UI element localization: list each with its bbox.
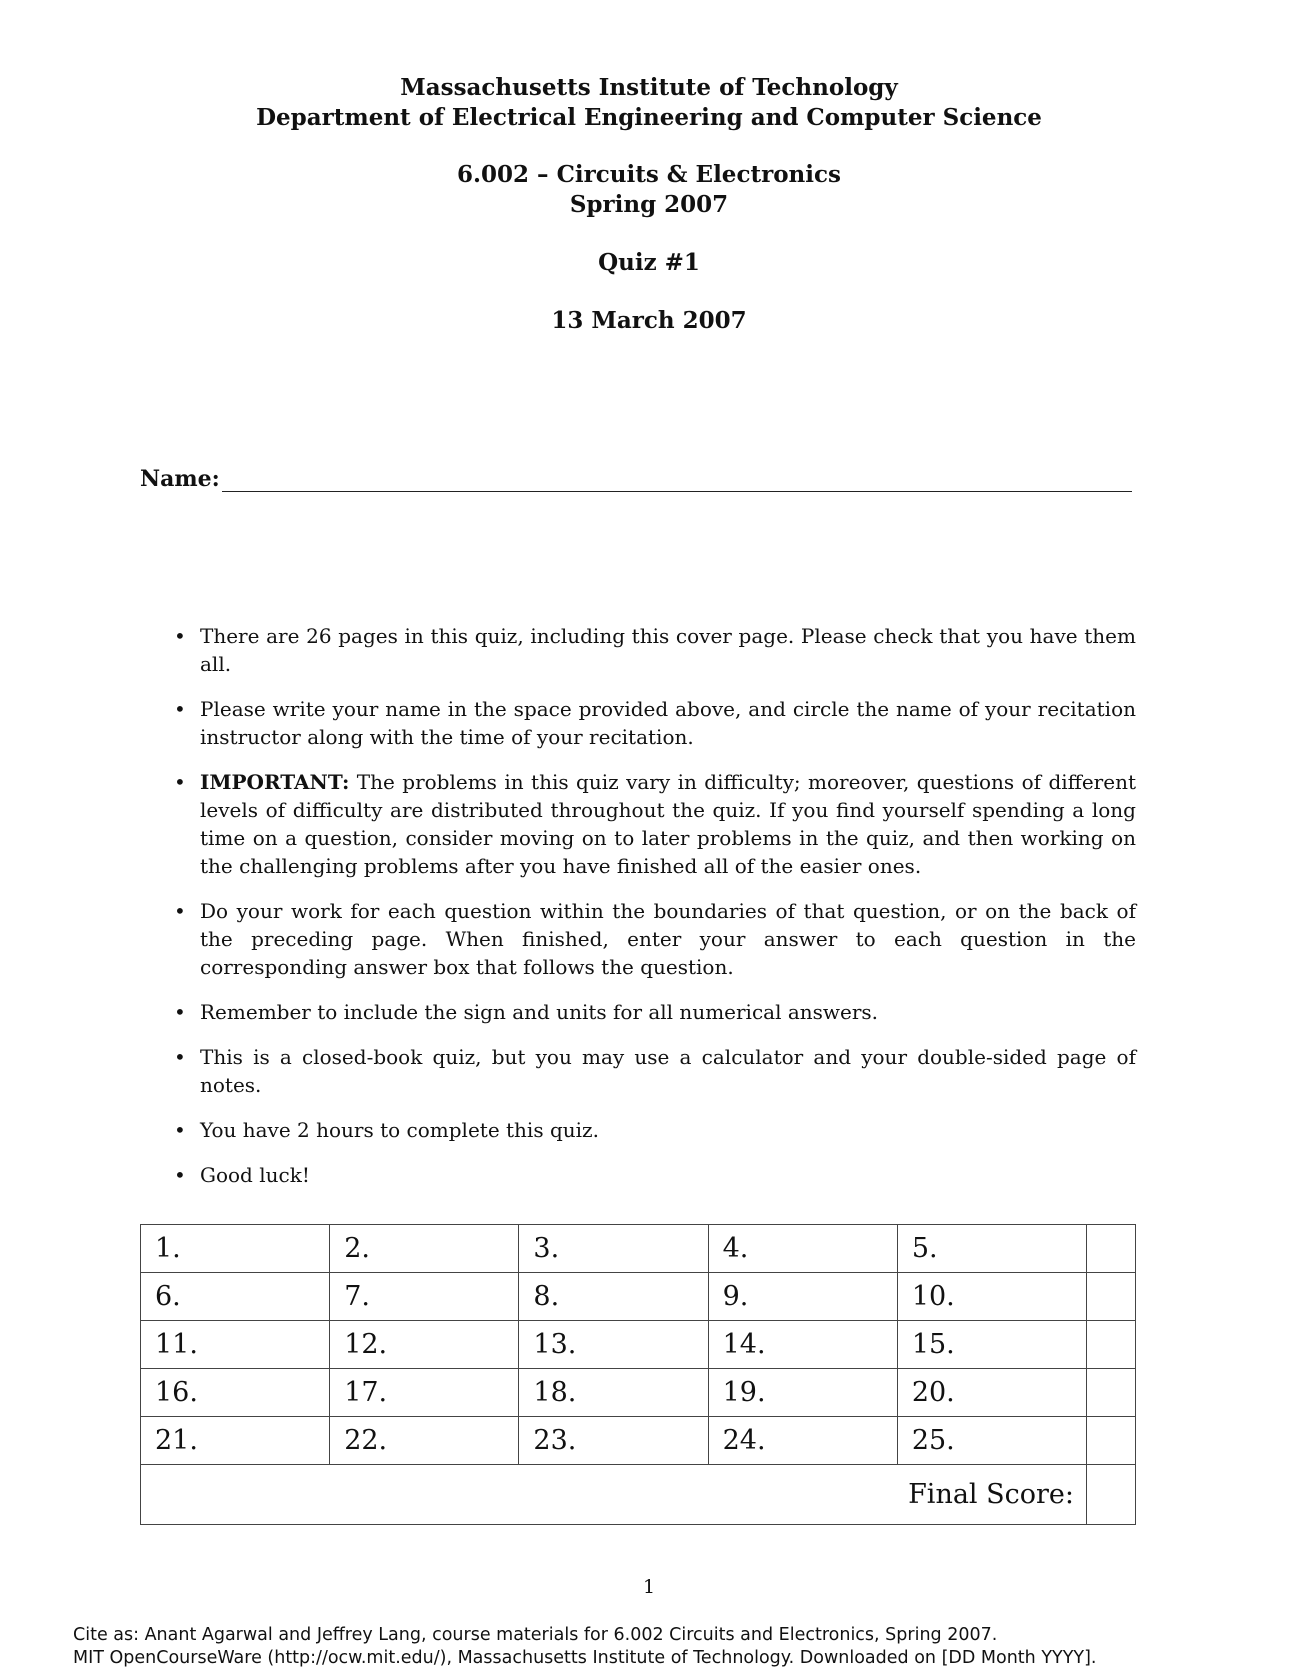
score-cell[interactable]: 8. <box>519 1273 708 1321</box>
score-subtotal-cell[interactable] <box>1087 1417 1136 1465</box>
quiz-date: 13 March 2007 <box>551 307 747 334</box>
instruction-item <box>174 998 1136 1026</box>
instruction-text: You have 2 hours to complete this quiz. <box>200 1118 599 1142</box>
score-cell[interactable]: 21. <box>141 1417 330 1465</box>
quiz-title: Quiz #1 <box>598 249 700 276</box>
citation-line-1: Cite as: Anant Agarwal and Jeffrey Lang, course materials for 6.002 Circuits and Electronics, Spring 2007. <box>73 1625 998 1645</box>
score-subtotal-cell[interactable] <box>1087 1369 1136 1417</box>
instruction-text: The problems in this quiz vary in difficulty; moreover, questions of different levels of difficulty are distributed throughout the quiz. If you find yourself spending a long time on a question, consider moving on to later problems in the quiz, and then working on the challenging problems after you have finished all of the easier ones. <box>200 770 1136 878</box>
name-blank-line[interactable] <box>222 467 1132 492</box>
instruction-item <box>174 1116 1136 1144</box>
score-subtotal-cell[interactable] <box>1087 1273 1136 1321</box>
score-row <box>141 1225 1136 1273</box>
instruction-text: Remember to include the sign and units for all numerical answers. <box>200 1000 879 1024</box>
score-cell[interactable]: 12. <box>330 1321 519 1369</box>
score-cell[interactable]: 5. <box>897 1225 1086 1273</box>
score-cell[interactable]: 15. <box>897 1321 1086 1369</box>
instruction-item <box>174 1043 1136 1099</box>
score-cell[interactable]: 1. <box>141 1225 330 1273</box>
course-title: 6.002 – Circuits & Electronics <box>457 161 841 188</box>
final-score-label: Final Score: <box>141 1465 1087 1525</box>
score-row <box>141 1369 1136 1417</box>
score-cell[interactable]: 2. <box>330 1225 519 1273</box>
score-table <box>140 1224 1136 1525</box>
score-row <box>141 1321 1136 1369</box>
score-cell[interactable]: 22. <box>330 1417 519 1465</box>
score-cell[interactable]: 6. <box>141 1273 330 1321</box>
instruction-item <box>174 1161 1136 1189</box>
score-cell[interactable]: 13. <box>519 1321 708 1369</box>
score-cell[interactable]: 4. <box>708 1225 897 1273</box>
citation-line-2: MIT OpenCourseWare (http://ocw.mit.edu/), Massachusetts Institute of Technology. Downloaded on [DD Month YYYY]. <box>73 1648 1097 1668</box>
score-cell[interactable]: 24. <box>708 1417 897 1465</box>
department-title: Department of Electrical Engineering and Computer Science <box>256 104 1042 131</box>
instruction-item <box>174 622 1136 678</box>
instruction-item <box>174 695 1136 751</box>
instruction-emphasis: IMPORTANT: <box>200 770 350 794</box>
score-cell[interactable]: 9. <box>708 1273 897 1321</box>
score-cell[interactable]: 19. <box>708 1369 897 1417</box>
final-score-row <box>141 1465 1136 1525</box>
instruction-text: Do your work for each question within the boundaries of that question, or on the back of the preceding page. When finished, enter your answer to each question in the corresponding answer box that follows the question. <box>200 899 1136 979</box>
score-row <box>141 1417 1136 1465</box>
instruction-text: Good luck! <box>200 1163 310 1187</box>
score-subtotal-cell[interactable] <box>1087 1321 1136 1369</box>
term-title: Spring 2007 <box>569 191 729 218</box>
score-cell[interactable]: 3. <box>519 1225 708 1273</box>
final-score-cell[interactable] <box>1087 1465 1136 1525</box>
instruction-text: Please write your name in the space provided above, and circle the name of your recitation instructor along with the time of your recitation. <box>200 697 1136 749</box>
instruction-item <box>174 768 1136 880</box>
score-cell[interactable]: 14. <box>708 1321 897 1369</box>
instruction-item <box>174 897 1136 981</box>
score-cell[interactable]: 18. <box>519 1369 708 1417</box>
score-cell[interactable]: 11. <box>141 1321 330 1369</box>
citation <box>73 1624 1096 1670</box>
score-row <box>141 1273 1136 1321</box>
score-cell[interactable]: 20. <box>897 1369 1086 1417</box>
score-subtotal-cell[interactable] <box>1087 1225 1136 1273</box>
score-cell[interactable]: 17. <box>330 1369 519 1417</box>
score-cell[interactable]: 10. <box>897 1273 1086 1321</box>
score-cell[interactable]: 25. <box>897 1417 1086 1465</box>
instruction-text: There are 26 pages in this quiz, including this cover page. Please check that you have them all. <box>200 624 1136 676</box>
score-cell[interactable]: 16. <box>141 1369 330 1417</box>
score-cell[interactable]: 7. <box>330 1273 519 1321</box>
instructions-list <box>174 622 1136 1206</box>
name-field-row <box>140 466 1132 492</box>
name-label: Name: <box>140 466 220 492</box>
page-number: 1 <box>642 1576 656 1598</box>
institution-title: Massachusetts Institute of Technology <box>400 74 898 101</box>
score-cell[interactable]: 23. <box>519 1417 708 1465</box>
instruction-text: This is a closed-book quiz, but you may use a calculator and your double-sided page of notes. <box>200 1045 1136 1097</box>
